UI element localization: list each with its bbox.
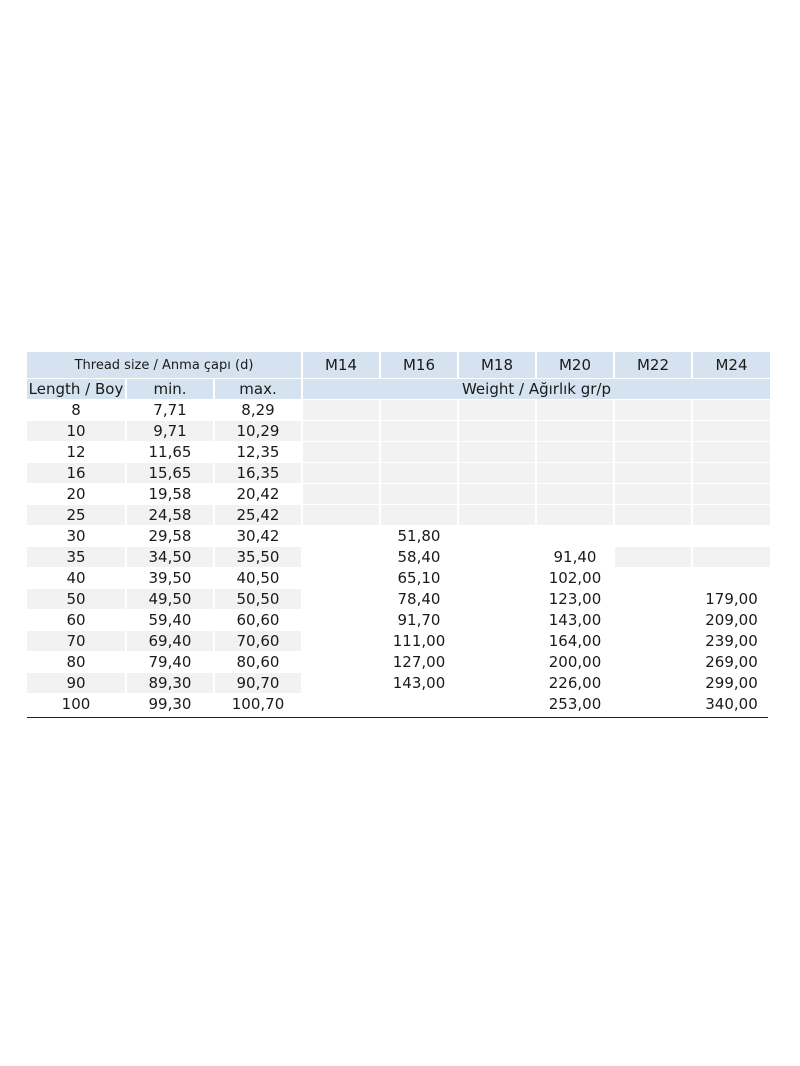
weight-cell-m18 xyxy=(459,421,535,441)
weight-cell-m14 xyxy=(303,484,379,504)
weight-cell-m24 xyxy=(693,505,770,525)
table-row xyxy=(27,694,770,714)
weight-cell-m16: 51,80 xyxy=(381,526,457,546)
weight-cell-m16 xyxy=(381,463,457,483)
weight-cell-m22 xyxy=(615,442,691,462)
weight-cell-m24: 209,00 xyxy=(693,610,770,630)
min-cell: 59,40 xyxy=(148,611,192,629)
weight-cell-m16 xyxy=(381,442,457,462)
weight-cell-m16: 58,40 xyxy=(397,548,441,566)
max-cell: 20,42 xyxy=(236,485,280,503)
min-cell: 9,71 xyxy=(127,421,213,441)
weight-cell-m18 xyxy=(459,547,535,567)
weight-cell-m16 xyxy=(381,505,457,525)
max-cell: 25,42 xyxy=(215,505,301,525)
min-cell: 7,71 xyxy=(153,401,187,419)
weight-cell-m14 xyxy=(303,463,379,483)
weight-cell-m16 xyxy=(381,400,457,420)
size-header-m16: M16 xyxy=(381,352,457,378)
weight-cell-m22 xyxy=(615,673,691,693)
weight-cell-m20: 123,00 xyxy=(548,590,602,608)
weight-cell-m14 xyxy=(303,442,379,462)
weight-cell-m24 xyxy=(693,526,770,546)
weight-cell-m24 xyxy=(693,421,770,441)
min-cell: 11,65 xyxy=(148,443,192,461)
min-cell: 29,58 xyxy=(148,527,192,545)
max-cell: 70,60 xyxy=(215,631,301,651)
weight-cell-m20: 253,00 xyxy=(537,694,613,714)
weight-cell-m24 xyxy=(693,568,770,588)
table-bottom-rule xyxy=(27,717,768,718)
weight-cell-m14 xyxy=(303,421,379,441)
weight-cell-m24: 340,00 xyxy=(693,694,770,714)
weight-cell-m22 xyxy=(615,610,691,630)
table-row xyxy=(27,421,770,441)
length-cell: 35 xyxy=(27,547,125,567)
weight-cell-m18 xyxy=(459,463,535,483)
length-cell: 20 xyxy=(66,485,86,503)
min-cell: 79,40 xyxy=(148,653,192,671)
weight-cell-m16 xyxy=(381,694,457,714)
table-row xyxy=(27,589,770,609)
length-cell: 40 xyxy=(66,569,86,587)
weight-cell-m20 xyxy=(537,484,613,504)
weight-cell-m20 xyxy=(537,463,613,483)
weight-header: Weight / Ağırlık gr/p xyxy=(303,379,770,399)
weight-cell-m18 xyxy=(459,652,535,672)
weight-cell-m20: 226,00 xyxy=(548,674,602,692)
max-cell: 10,29 xyxy=(215,421,301,441)
table-row xyxy=(27,673,770,693)
min-cell: 19,58 xyxy=(148,485,192,503)
min-header: min. xyxy=(127,379,213,399)
weight-cell-m14 xyxy=(303,589,379,609)
weight-cell-m22 xyxy=(615,589,691,609)
weight-cell-m24 xyxy=(693,400,770,420)
min-cell: 69,40 xyxy=(127,631,213,651)
table-row xyxy=(27,463,770,483)
weight-cell-m24 xyxy=(693,547,770,567)
length-cell: 30 xyxy=(66,527,86,545)
table-row xyxy=(27,505,770,525)
min-cell: 99,30 xyxy=(148,695,192,713)
weight-cell-m22 xyxy=(615,505,691,525)
weight-cell-m16: 91,70 xyxy=(381,610,457,630)
max-cell: 16,35 xyxy=(215,463,301,483)
max-cell: 60,60 xyxy=(236,611,280,629)
max-cell: 80,60 xyxy=(236,653,280,671)
weight-cell-m18 xyxy=(459,526,535,546)
max-cell: 12,35 xyxy=(236,443,280,461)
weight-cell-m18 xyxy=(459,400,535,420)
weight-cell-m14 xyxy=(303,631,379,651)
weight-cell-m20 xyxy=(537,421,613,441)
weight-cell-m20: 164,00 xyxy=(548,632,602,650)
weight-cell-m22 xyxy=(615,652,691,672)
length-cell: 25 xyxy=(27,505,125,525)
weight-cell-m14 xyxy=(303,547,379,567)
weight-cell-m24: 299,00 xyxy=(705,674,758,692)
table-row xyxy=(27,442,770,462)
length-cell: 12 xyxy=(66,443,86,461)
weight-cell-m24 xyxy=(693,442,770,462)
weight-cell-m20 xyxy=(537,505,613,525)
weight-cell-m22 xyxy=(615,400,691,420)
weight-cell-m22 xyxy=(615,631,691,651)
size-header-m18: M18 xyxy=(459,352,535,378)
size-header-m22: M22 xyxy=(615,352,691,378)
min-cell: 24,58 xyxy=(127,505,213,525)
weight-cell-m22 xyxy=(615,694,691,714)
weight-cell-m20: 200,00 xyxy=(537,652,613,672)
weight-cell-m14 xyxy=(303,568,379,588)
table-row xyxy=(27,484,770,504)
weight-cell-m22 xyxy=(615,568,691,588)
weight-cell-m18 xyxy=(459,442,535,462)
weight-cell-m22 xyxy=(615,421,691,441)
weight-cell-m18 xyxy=(459,631,535,651)
size-header-m14: M14 xyxy=(303,352,379,378)
length-cell: 50 xyxy=(27,589,125,609)
size-header-m24: M24 xyxy=(693,352,770,378)
min-cell: 15,65 xyxy=(127,463,213,483)
min-cell: 89,30 xyxy=(127,673,213,693)
weight-cell-m22 xyxy=(615,484,691,504)
header-row-sizes xyxy=(27,352,770,378)
max-cell: 8,29 xyxy=(241,401,275,419)
weight-cell-m14 xyxy=(303,610,379,630)
length-cell: 60 xyxy=(66,611,86,629)
length-cell: 10 xyxy=(27,421,125,441)
weight-cell-m16: 78,40 xyxy=(397,590,441,608)
length-header: Length / Boy xyxy=(28,380,124,398)
weight-cell-m18 xyxy=(459,484,535,504)
weight-cell-m18 xyxy=(459,694,535,714)
weight-cell-m16: 143,00 xyxy=(392,674,446,692)
min-cell: 49,50 xyxy=(127,589,213,609)
max-cell: 40,50 xyxy=(236,569,280,587)
weight-cell-m20 xyxy=(537,400,613,420)
weight-cell-m20: 143,00 xyxy=(537,610,613,630)
weight-cell-m14 xyxy=(303,673,379,693)
weight-cell-m18 xyxy=(459,505,535,525)
table-row xyxy=(27,526,770,546)
weight-cell-m16 xyxy=(381,484,457,504)
max-cell: 35,50 xyxy=(215,547,301,567)
table-row xyxy=(27,400,770,420)
weight-cell-m14 xyxy=(303,652,379,672)
weight-cell-m18 xyxy=(459,610,535,630)
table-row xyxy=(27,568,770,588)
weight-cell-m14 xyxy=(303,526,379,546)
weight-cell-m14 xyxy=(303,505,379,525)
weight-cell-m14 xyxy=(303,400,379,420)
weight-cell-m24: 269,00 xyxy=(693,652,770,672)
weight-cell-m18 xyxy=(459,589,535,609)
weight-cell-m24: 179,00 xyxy=(705,590,758,608)
weight-cell-m22 xyxy=(615,547,691,567)
weight-cell-m20 xyxy=(537,526,613,546)
max-cell: 50,50 xyxy=(215,589,301,609)
weight-cell-m22 xyxy=(615,463,691,483)
min-cell: 34,50 xyxy=(127,547,213,567)
length-cell: 8 xyxy=(71,401,81,419)
size-header-m20: M20 xyxy=(537,352,613,378)
length-cell: 16 xyxy=(27,463,125,483)
min-cell: 39,50 xyxy=(148,569,192,587)
weight-cell-m18 xyxy=(459,673,535,693)
weight-cell-m20: 102,00 xyxy=(537,568,613,588)
weight-cell-m16: 65,10 xyxy=(381,568,457,588)
max-header: max. xyxy=(215,379,301,399)
thread-size-header: Thread size / Anma çapı (d) xyxy=(27,352,301,378)
table-row xyxy=(27,547,770,567)
weight-cell-m16: 127,00 xyxy=(381,652,457,672)
length-cell: 70 xyxy=(27,631,125,651)
weight-cell-m24 xyxy=(693,463,770,483)
max-cell: 90,70 xyxy=(215,673,301,693)
weight-cell-m24 xyxy=(693,484,770,504)
thread-weight-table xyxy=(25,351,772,715)
table-row xyxy=(27,652,770,672)
weight-cell-m16 xyxy=(381,421,457,441)
weight-cell-m22 xyxy=(615,526,691,546)
max-cell: 100,70 xyxy=(231,695,285,713)
weight-cell-m18 xyxy=(459,568,535,588)
length-cell: 100 xyxy=(61,695,91,713)
thread-weight-table-container xyxy=(27,351,768,718)
header-row-labels xyxy=(27,379,770,399)
weight-cell-m24: 239,00 xyxy=(705,632,758,650)
length-cell: 90 xyxy=(27,673,125,693)
table-row xyxy=(27,610,770,630)
weight-cell-m16: 111,00 xyxy=(392,632,446,650)
weight-cell-m14 xyxy=(303,694,379,714)
max-cell: 30,42 xyxy=(236,527,280,545)
weight-cell-m20: 91,40 xyxy=(553,548,597,566)
table-row xyxy=(27,631,770,651)
length-cell: 80 xyxy=(66,653,86,671)
weight-cell-m20 xyxy=(537,442,613,462)
